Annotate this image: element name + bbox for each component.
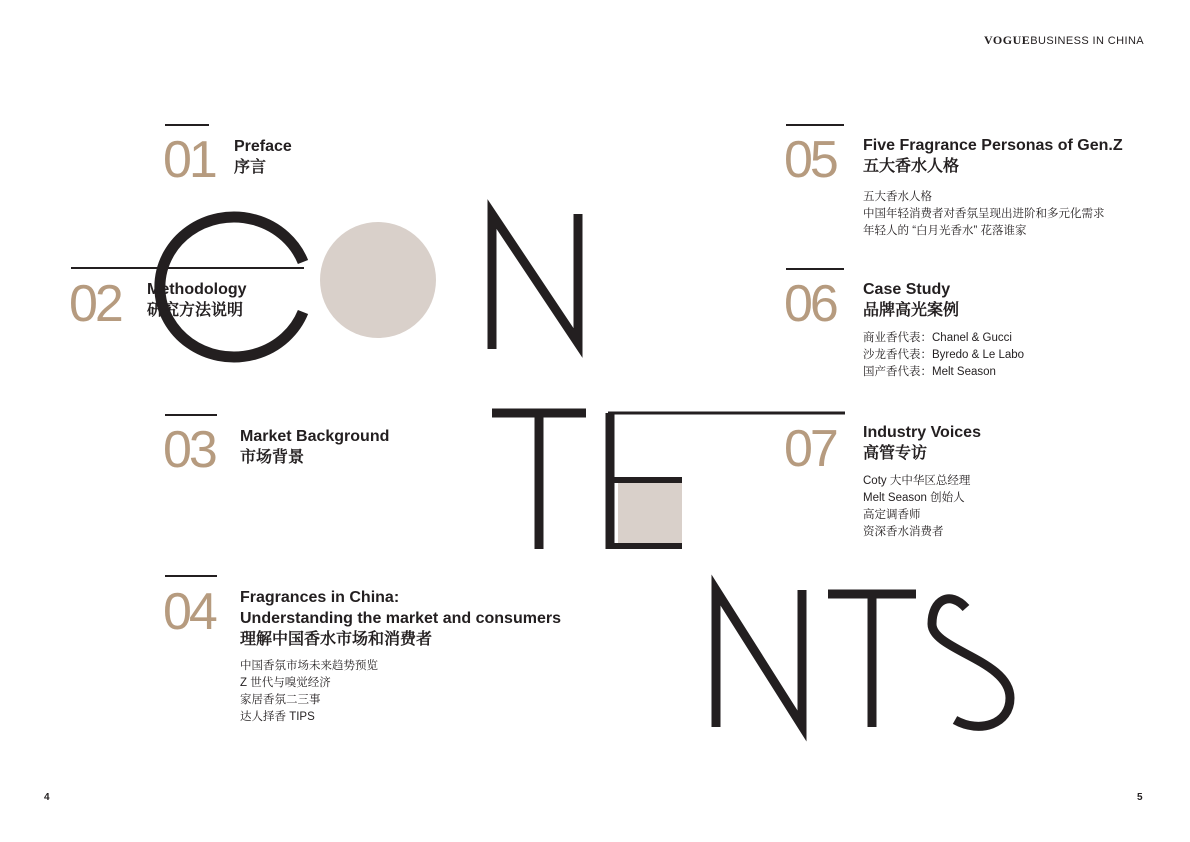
section-01-number: 01 [163,131,215,189]
list-item: 商业香代表：Chanel & Gucci [863,332,1012,344]
brand-vogue: VOGUE [984,33,1031,47]
list-item: 年轻人的 “白月光香水” 花落谁家 [863,225,1027,237]
section-04-title-en-line2: Understanding the market and consumers [240,610,561,627]
list-item: 国产香代表：Melt Season [863,366,996,378]
section-05-items [863,189,1105,240]
section-06-rule [786,268,844,270]
section-05-title-en: Five Fragrance Personas of Gen.Z [863,137,1123,154]
section-06-title-en: Case Study [863,281,951,298]
section-06-items [863,330,1024,381]
page-number-left: 4 [44,792,50,803]
section-01-title-cn: 序言 [234,159,267,176]
list-item: Melt Season 创始人 [863,492,965,504]
list-item: Z 世代与嗅觉经济 [240,677,331,689]
brand-business: BUSINESS IN CHINA [1030,35,1145,47]
letter-n2 [716,590,802,727]
page-number-right: 5 [1137,792,1143,803]
section-03-rule [165,414,217,416]
section-04-rule [165,575,217,577]
section-07-title-cn: 高管专访 [863,445,928,462]
list-item: 高定调香师 [863,509,921,521]
list-item: 五大香水人格 [863,191,932,203]
letter-o [320,222,436,338]
section-01-rule [165,124,209,126]
letter-n [492,214,578,349]
section-05-number: 05 [784,131,836,189]
list-item: 资深香水消费者 [863,526,944,538]
section-05-title-cn: 五大香水人格 [863,158,960,175]
section-02-title-cn: 研究方法说明 [147,302,244,319]
section-04-number: 04 [163,583,215,641]
section-01-title-en: Preface [234,138,292,155]
section-06-number: 06 [784,275,836,333]
section-07-number: 07 [784,420,836,478]
section-04-items [240,658,378,726]
section-02-rule [71,267,304,269]
list-item: 达人择香 TIPS [240,711,315,723]
section-07-items [863,473,970,541]
section-04-title-cn: 理解中国香水市场和消费者 [240,631,433,648]
section-02-title-en: Methodology [147,281,247,298]
list-item: 中国年轻消费者对香氛呈现出进阶和多元化需求 [863,208,1105,220]
list-item: 家居香氛二三事 [240,694,321,706]
list-item: 沙龙香代表：Byredo & Le Labo [863,349,1025,361]
section-03-title-cn: 市场背景 [240,449,305,466]
list-item: 中国香氛市场未来趋势预览 [240,660,378,672]
letter-s [932,599,1010,727]
section-06-title-cn: 品牌高光案例 [863,302,960,319]
section-02-number: 02 [69,275,121,333]
section-03-title-en: Market Background [240,428,390,445]
section-05-rule [786,124,844,126]
section-03-number: 03 [163,421,215,479]
list-item: Coty 大中华区总经理 [863,475,971,487]
section-04-title-en: Fragrances in China: [240,589,400,606]
letter-e-panel [618,482,682,548]
section-07-title-en: Industry Voices [863,424,981,441]
